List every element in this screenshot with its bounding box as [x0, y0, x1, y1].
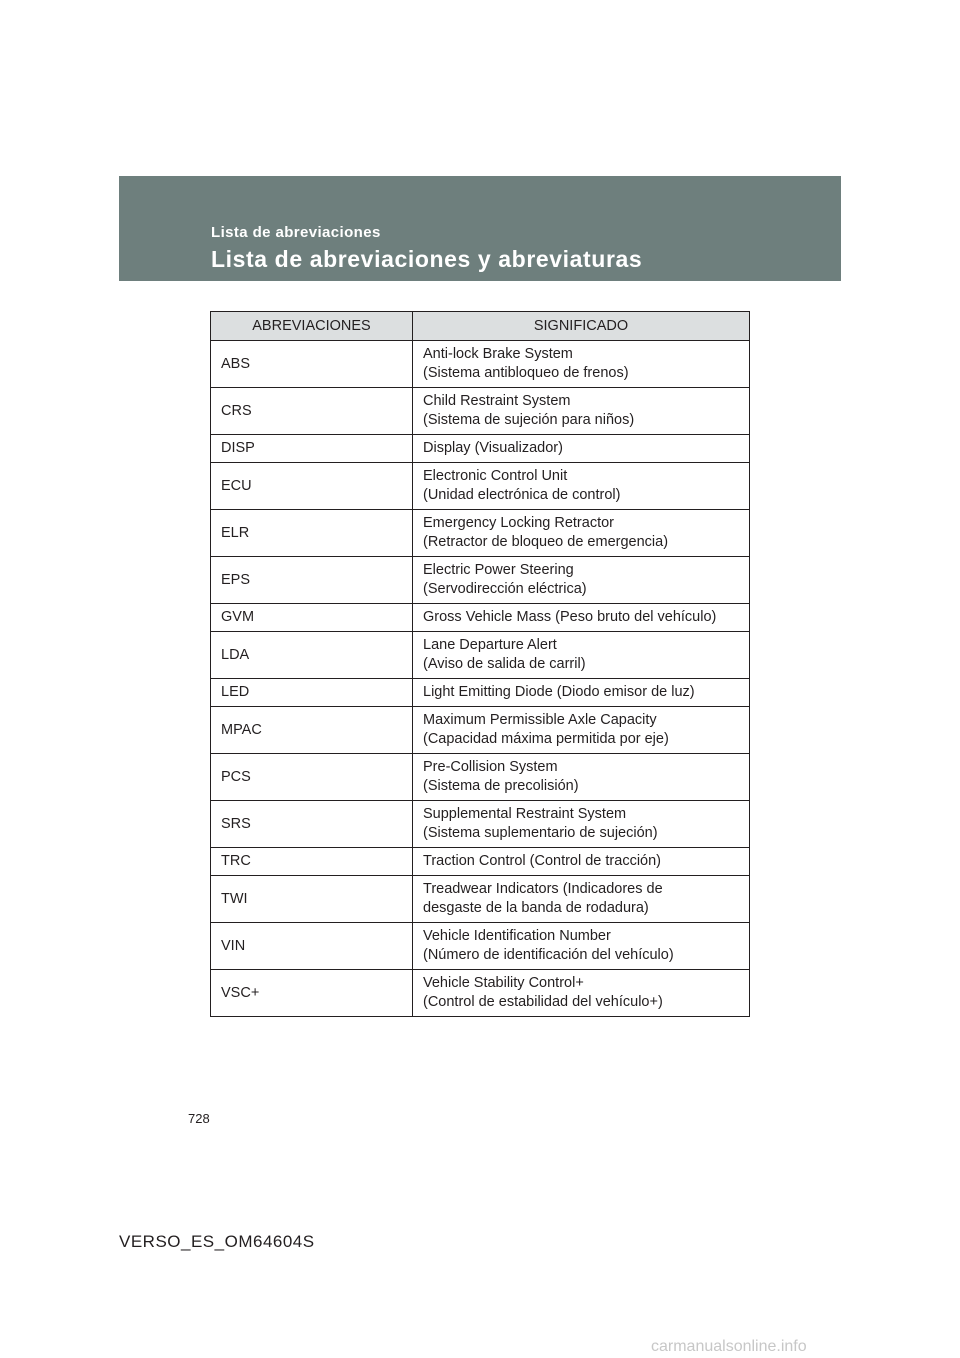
page-title: Lista de abreviaciones y abreviaturas: [211, 246, 643, 272]
table-row: [211, 557, 750, 604]
meaning-cell: [413, 341, 750, 388]
table-row: [211, 463, 750, 510]
meaning-line-translation: (Sistema suplementario de sujeción): [423, 825, 658, 841]
meaning-cell: [413, 801, 750, 848]
meaning-line-translation: (Retractor de bloqueo de emergencia): [423, 534, 669, 550]
table-row: [211, 632, 750, 679]
meaning-cell: [413, 435, 750, 463]
table-row: [211, 754, 750, 801]
meaning-line: Emergency Locking Retractor: [423, 515, 614, 531]
meaning-line: Vehicle Identification Number: [423, 928, 611, 944]
meaning-line-translation: (Capacidad máxima permitida por eje): [423, 731, 669, 747]
document-code: VERSO_ES_OM64604S: [119, 1232, 315, 1251]
table-row: [211, 707, 750, 754]
table-row: [211, 801, 750, 848]
meaning-line-translation: (Sistema de sujeción para niños): [423, 412, 635, 428]
meaning-cell: [413, 923, 750, 970]
table-row: [211, 679, 750, 707]
table-row: [211, 876, 750, 923]
abbreviation-cell: GVM: [211, 604, 413, 632]
meaning-cell: [413, 632, 750, 679]
watermark: carmanualsonline.info: [651, 1338, 807, 1355]
meaning-line: Lane Departure Alert: [423, 637, 557, 653]
meaning-line: Traction Control (Control de tracción): [423, 853, 661, 869]
table-row: [211, 848, 750, 876]
meaning-line-translation: (Sistema antibloqueo de frenos): [423, 365, 629, 381]
abbreviation-cell: CRS: [211, 388, 413, 435]
abbreviation-cell: EPS: [211, 557, 413, 604]
abbreviations-table: [210, 311, 750, 1017]
table-row: [211, 388, 750, 435]
abbreviation-cell: VSC+: [211, 970, 413, 1017]
meaning-line: Pre-Collision System: [423, 759, 558, 775]
table-row: [211, 923, 750, 970]
abbreviation-cell: TRC: [211, 848, 413, 876]
abbreviation-cell: SRS: [211, 801, 413, 848]
meaning-cell: [413, 707, 750, 754]
table-row: [211, 435, 750, 463]
abbreviation-cell: MPAC: [211, 707, 413, 754]
meaning-line-translation: (Servodirección eléctrica): [423, 581, 587, 597]
abbreviation-cell: LDA: [211, 632, 413, 679]
meaning-cell: [413, 848, 750, 876]
abbreviation-cell: TWI: [211, 876, 413, 923]
meaning-line-translation: (Aviso de salida de carril): [423, 656, 586, 672]
meaning-cell: [413, 510, 750, 557]
meaning-line-translation: (Unidad electrónica de control): [423, 487, 621, 503]
abbreviation-cell: LED: [211, 679, 413, 707]
meaning-line: Gross Vehicle Mass (Peso bruto del vehículo): [423, 609, 717, 625]
meaning-line-translation: (Control de estabilidad del vehículo+): [423, 994, 663, 1010]
meaning-line: Maximum Permissible Axle Capacity: [423, 712, 657, 728]
abbreviation-cell: ELR: [211, 510, 413, 557]
section-label: Lista de abreviaciones: [211, 224, 381, 241]
abbreviation-cell: VIN: [211, 923, 413, 970]
meaning-line: Child Restraint System: [423, 393, 571, 409]
table-body: [211, 341, 750, 1017]
table-row: [211, 970, 750, 1017]
meaning-line: Light Emitting Diode (Diodo emisor de luz): [423, 684, 695, 700]
meaning-line: Display (Visualizador): [423, 440, 563, 456]
abbreviation-cell: ABS: [211, 341, 413, 388]
abbreviation-cell: PCS: [211, 754, 413, 801]
column-header-abbreviations: ABREVIACIONES: [211, 312, 413, 341]
abbreviation-cell: DISP: [211, 435, 413, 463]
meaning-line-translation: desgaste de la banda de rodadura): [423, 900, 649, 916]
meaning-cell: [413, 876, 750, 923]
meaning-cell: [413, 604, 750, 632]
meaning-line-translation: (Número de identificación del vehículo): [423, 947, 674, 963]
page-number: 728: [188, 1111, 210, 1126]
table-header-row: [211, 312, 750, 341]
table-row: [211, 510, 750, 557]
meaning-line: Electric Power Steering: [423, 562, 574, 578]
meaning-line: Treadwear Indicators (Indicadores de: [423, 881, 663, 897]
table-row: [211, 341, 750, 388]
meaning-line-translation: (Sistema de precolisión): [423, 778, 579, 794]
column-header-meaning: SIGNIFICADO: [413, 312, 750, 341]
header-band: [119, 176, 841, 281]
meaning-cell: [413, 754, 750, 801]
meaning-line: Anti-lock Brake System: [423, 346, 573, 362]
table-row: [211, 604, 750, 632]
meaning-line: Electronic Control Unit: [423, 468, 568, 484]
meaning-cell: [413, 388, 750, 435]
meaning-line: Supplemental Restraint System: [423, 806, 627, 822]
abbreviation-cell: ECU: [211, 463, 413, 510]
meaning-cell: [413, 463, 750, 510]
meaning-cell: [413, 679, 750, 707]
meaning-cell: [413, 557, 750, 604]
meaning-cell: [413, 970, 750, 1017]
meaning-line: Vehicle Stability Control+: [423, 975, 584, 991]
